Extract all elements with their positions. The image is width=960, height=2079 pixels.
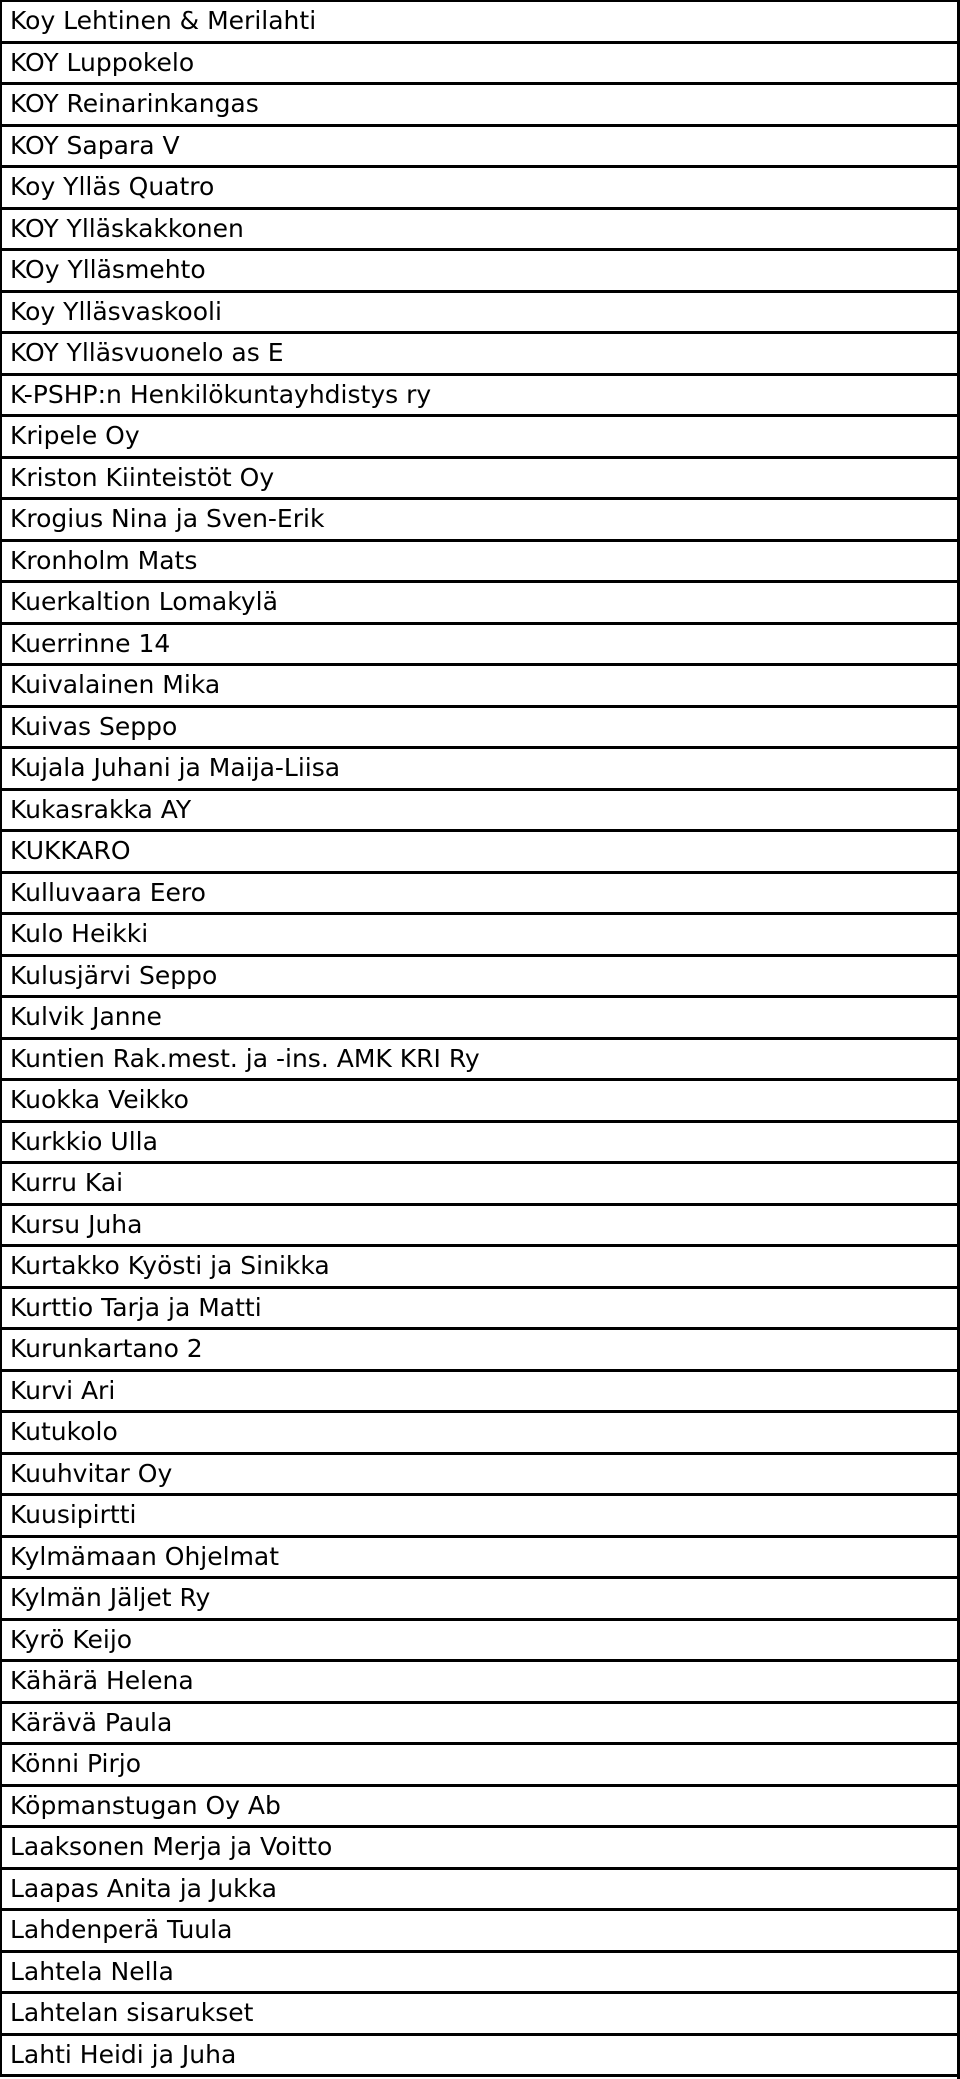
table-row: Kurtakko Kyösti ja Sinikka (2, 1247, 958, 1289)
table-row: Könni Pirjo (2, 1745, 958, 1787)
table-row: Koy Ylläsvaskooli (2, 293, 958, 335)
table-row: Kuivas Seppo (2, 708, 958, 750)
table-row: Kylmän Jäljet Ry (2, 1579, 958, 1621)
table-row: Kursu Juha (2, 1206, 958, 1248)
table-row: KOY Sapara V (2, 127, 958, 169)
table-row: Kuuhvitar Oy (2, 1455, 958, 1497)
table-row: Lahdenperä Tuula (2, 1911, 958, 1953)
table-row: KOY Luppokelo (2, 44, 958, 86)
table-row: Kulo Heikki (2, 915, 958, 957)
table-row: Kulluvaara Eero (2, 874, 958, 916)
table-row: KOY Reinarinkangas (2, 85, 958, 127)
table-row: Kutukolo (2, 1413, 958, 1455)
table-row: Kurvi Ari (2, 1372, 958, 1414)
table-row: KOY Ylläskakkonen (2, 210, 958, 252)
table-row: K-PSHP:n Henkilökuntayhdistys ry (2, 376, 958, 418)
table-row: Krogius Nina ja Sven-Erik (2, 500, 958, 542)
table-row: KOy Ylläsmehto (2, 251, 958, 293)
table-row: Kujala Juhani ja Maija-Liisa (2, 749, 958, 791)
table-row: Lahtela Nella (2, 1953, 958, 1995)
table-row: Laapas Anita ja Jukka (2, 1870, 958, 1912)
table-row: Kripele Oy (2, 417, 958, 459)
table-row: Kriston Kiinteistöt Oy (2, 459, 958, 501)
table-row: Kuokka Veikko (2, 1081, 958, 1123)
table-row: Lahti Heidi ja Juha (2, 2036, 958, 2078)
table-row: Köpmanstugan Oy Ab (2, 1787, 958, 1829)
table-row: Lahtelan sisarukset (2, 1994, 958, 2036)
table-row: Kulvik Janne (2, 998, 958, 1040)
table-row: KOY Ylläsvuonelo as E (2, 334, 958, 376)
table-row: Kulusjärvi Seppo (2, 957, 958, 999)
table-row: Kärävä Paula (2, 1704, 958, 1746)
table-row: Kuerrinne 14 (2, 625, 958, 667)
table-row: Kuerkaltion Lomakylä (2, 583, 958, 625)
table-row: Laaksonen Merja ja Voitto (2, 1828, 958, 1870)
table-row: Kurttio Tarja ja Matti (2, 1289, 958, 1331)
table-row: Kukasrakka AY (2, 791, 958, 833)
table-row: Kylmämaan Ohjelmat (2, 1538, 958, 1580)
table-row: Kronholm Mats (2, 542, 958, 584)
table-row: KUKKARO (2, 832, 958, 874)
table-row: Kurkkio Ulla (2, 1123, 958, 1165)
table-row: Kurunkartano 2 (2, 1330, 958, 1372)
table-row: Kurru Kai (2, 1164, 958, 1206)
table-row: Kuntien Rak.mest. ja -ins. AMK KRI Ry (2, 1040, 958, 1082)
table-row: Kuusipirtti (2, 1496, 958, 1538)
table-row: Koy Ylläs Quatro (2, 168, 958, 210)
table-row: Kuivalainen Mika (2, 666, 958, 708)
table-row: Koy Lehtinen & Merilahti (2, 2, 958, 44)
table-row: Kyrö Keijo (2, 1621, 958, 1663)
table-row: Kähärä Helena (2, 1662, 958, 1704)
